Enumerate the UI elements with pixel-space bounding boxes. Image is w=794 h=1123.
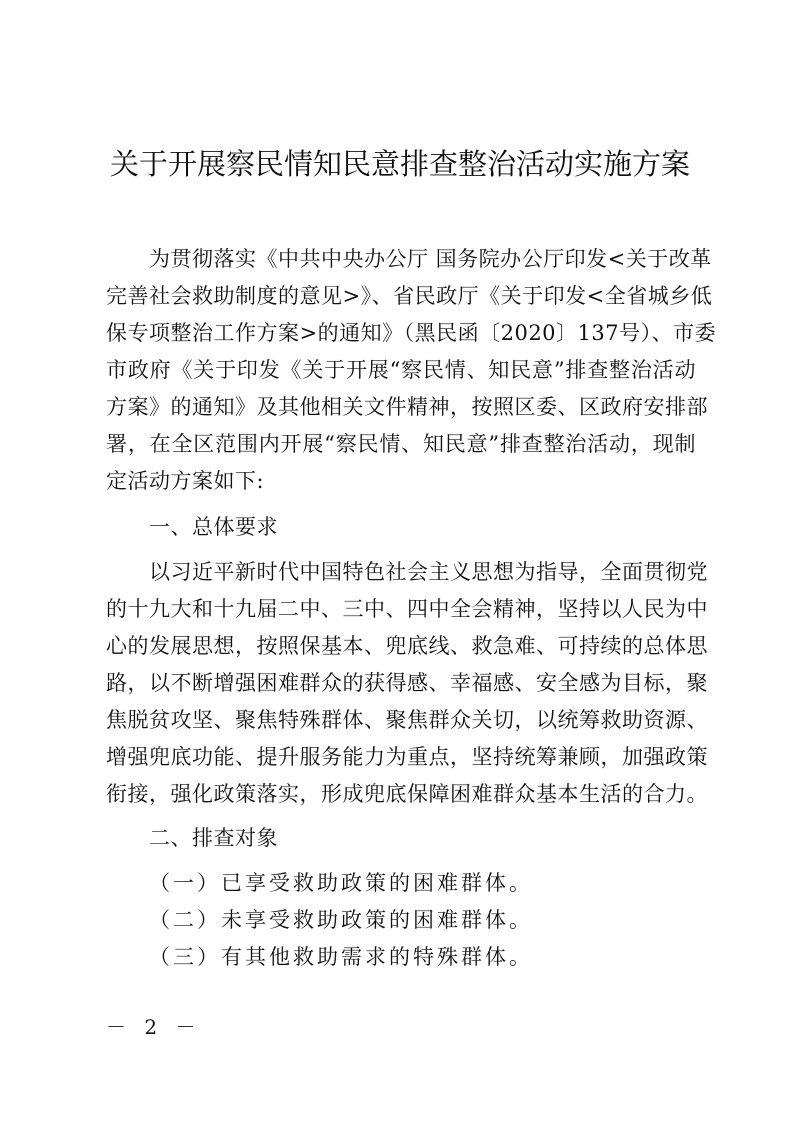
section-heading-targets: 二、排查对象: [149, 826, 278, 850]
section1-line: 衔接，强化政策落实，形成兜底保障困难群众基本生活的合力。: [106, 782, 708, 806]
section1-line: 心的发展思想，按照保基本、兜底线、救急难、可持续的总体思: [106, 634, 708, 658]
section1-line: 以习近平新时代中国特色社会主义思想为指导，全面贯彻党: [149, 560, 708, 584]
target-item: （一）已享受救助政策的困难群体。: [149, 871, 533, 895]
section1-line: 的十九大和十九届二中、三中、四中全会精神，坚持以人民为中: [106, 597, 708, 621]
intro-line: 市政府《关于印发《关于开展“察民情、知民意”排查整治活动: [106, 358, 696, 382]
intro-line: 方案》的通知》及其他相关文件精神，按照区委、区政府安排部: [106, 395, 708, 419]
section1-line: 增强兜底功能、提升服务能力为重点，坚持统筹兼顾，加强政策: [106, 745, 708, 769]
intro-line: 完善社会救助制度的意见>》、省民政厅《关于印发<全省城乡低: [106, 284, 713, 308]
section-heading-general-requirements: 一、总体要求: [149, 515, 278, 539]
intro-line: 署，在全区范围内开展“察民情、知民意”排查整治活动，现制: [106, 432, 696, 456]
document-title: 关于开展察民情知民意排查整治活动实施方案: [109, 147, 690, 181]
section1-line: 路，以不断增强困难群众的获得感、幸福感、安全感为目标，聚: [106, 671, 708, 695]
page-number: － 2 －: [106, 1015, 202, 1039]
section1-line: 焦脱贫攻坚、聚焦特殊群体、聚焦群众关切，以统筹救助资源、: [106, 708, 708, 732]
intro-line: 为贯彻落实《中共中央办公厅 国务院办公厅印发<关于改革: [149, 247, 712, 271]
target-item: （二）未享受救助政策的困难群体。: [149, 908, 533, 932]
intro-line: 定活动方案如下:: [106, 469, 265, 493]
target-item: （三）有其他救助需求的特殊群体。: [149, 945, 533, 969]
intro-line: 保专项整治工作方案>的通知》（黑民函〔2020〕137号）、市委: [106, 321, 717, 345]
